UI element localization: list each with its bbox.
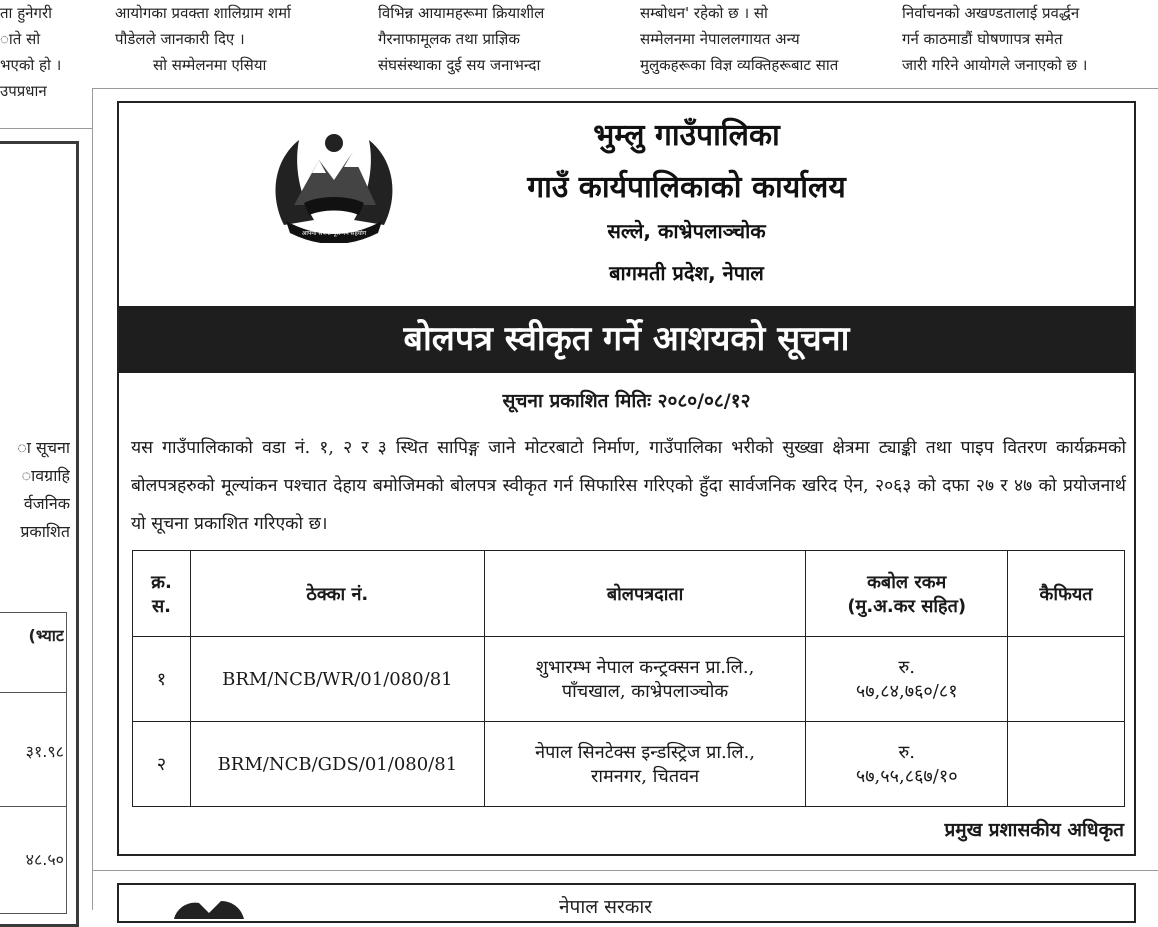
news-line: सम्बोधन' रहेको छ । सो (640, 4, 768, 22)
cell-remarks (1008, 637, 1125, 722)
office-subtitle: गाउँ कार्यपालिकाको कार्यालय (527, 170, 846, 205)
table-row (133, 722, 1125, 807)
left-table-value: ४८.५० (25, 850, 64, 869)
signatory-title: प्रमुख प्रशासकीय अधिकृत (944, 819, 1124, 841)
left-fragment: र्वजनिक (23, 494, 70, 513)
header-amount-line: (मु.अ.कर सहित) (847, 595, 967, 617)
column-divider (92, 88, 93, 910)
header-contract: ठेक्का नं. (190, 551, 484, 637)
header-bidder: बोलपत्रदाता (484, 551, 806, 637)
notice-title: बोलपत्र स्वीकृत गर्ने आशयको सूचना (119, 306, 1134, 373)
cell-remarks (1008, 722, 1125, 807)
cell-sn: १ (133, 637, 191, 722)
news-column-2 (115, 0, 355, 78)
header-amount (806, 551, 1008, 637)
left-notice-text (0, 434, 70, 546)
bidder-name: नेपाल सिनटेक्स इन्डस्ट्रिज प्रा.लि., (535, 742, 756, 763)
cell-amount (806, 722, 1008, 807)
amount-value: ५७,५५,८६७/१० (855, 766, 958, 787)
news-line: मुलुकहरूका विज्ञ व्यक्तिहरूबाट सात (640, 56, 839, 74)
office-name: भुम्लु गाउँपालिका (593, 118, 780, 153)
header-sn-line: क्र. (151, 571, 172, 593)
news-column-1 (0, 0, 92, 104)
notice-body: यस गाउँपालिकाको वडा नं. १, २ र ३ स्थित सापिङ्ग जाने मोटरबाटो निर्माण, गाउँपालिका भरीको सुख्खा क्षेत्रमा ट्याङ्की तथा पाइप वितरण कार्यक्रमको बोलपत्रहरुको मूल्यांकन पश्चात देहाय बमोजिमको बोलपत्र स्वीकृत गर्न सिफारिस गरिएको हुँदा सार्वजनिक खरिद ऐन, २०६३ को दफा २७ र ४७ को प्रयोजनार्थ यो सूचना प्रकाशित गरिएको छ। (131, 438, 1126, 534)
header-remarks: कैफियत (1008, 551, 1125, 637)
office-province: बागमती प्रदेश, नेपाल (609, 261, 764, 285)
bidder-address: पाँचखाल, काभ्रेपलाञ्चोक (561, 681, 729, 702)
news-line: सो सम्मेलनमा एसिया (153, 56, 267, 74)
tender-notice (117, 101, 1136, 856)
news-line: विभिन्न आयामहरूमा क्रियाशील (378, 4, 545, 22)
left-fragment: प्रकाशित (20, 522, 70, 541)
header-sn-line: स. (151, 595, 171, 617)
header-amount-line: कबोल रकम (867, 571, 947, 593)
left-table-header: (भ्याट (28, 626, 64, 645)
nepal-emblem-icon (169, 899, 249, 919)
cell-bidder (484, 637, 806, 722)
column-rule (0, 128, 92, 129)
news-line: उपप्रधान (0, 82, 47, 100)
amount-value: ५७,८४,७६०/८१ (855, 681, 958, 702)
cell-amount (806, 637, 1008, 722)
cell-bidder (484, 722, 806, 807)
left-table-rule (0, 692, 66, 693)
bidder-address: रामनगर, चितवन (591, 766, 700, 787)
cell-contract: BRM/NCB/GDS/01/080/81 (190, 722, 484, 807)
bidder-name: शुभारम्भ नेपाल कन्ट्रक्सन प्रा.लि., (535, 657, 755, 678)
news-line: ाते सो (0, 30, 41, 48)
news-line: आयोगका प्रवक्ता शालिग्राम शर्मा (115, 4, 291, 22)
news-line: जारी गरिने आयोगले जनाएको छ । (902, 56, 1088, 74)
office-location: सल्ले, काभ्रेपलाञ्चोक (607, 219, 766, 243)
news-column-3 (378, 0, 620, 78)
news-line: सम्मेलनमा नेपाललगायत अन्य (640, 30, 800, 48)
next-notice-title: नेपाल सरकार (559, 896, 653, 918)
published-date: सूचना प्रकाशित मितिः २०८०/०८/१२ (502, 390, 751, 412)
news-line: पौडेलले जानकारी दिए । (115, 30, 245, 48)
amount-currency: रु. (898, 742, 915, 763)
news-line: संघसंस्थाका दुई सय जनाभन्दा (378, 56, 541, 74)
left-table-rule (0, 806, 66, 807)
news-column-4 (640, 0, 885, 78)
header-sn (133, 551, 191, 637)
table-header-row (133, 551, 1125, 637)
emblem-motto: आफ्नो सपना पूरा गर्न सहयोग (301, 230, 367, 237)
cell-contract: BRM/NCB/WR/01/080/81 (190, 637, 484, 722)
left-fragment: ा सूचना (17, 438, 70, 457)
news-line: गर्न काठमाडौं घोषणापत्र समेत (902, 30, 1063, 48)
left-table-value: ३१.९८ (25, 742, 64, 761)
news-line: निर्वाचनको अखण्डतालाई प्रवर्द्धन (902, 4, 1080, 22)
news-line: गैरनाफामूलक तथा प्राज्ञिक (378, 30, 520, 48)
column-rule (92, 870, 1158, 871)
cell-sn: २ (133, 722, 191, 807)
news-line: ता हुनेगरी (0, 4, 52, 22)
amount-currency: रु. (898, 657, 915, 678)
news-column-5 (902, 0, 1158, 78)
column-rule (92, 88, 1158, 89)
table-row (133, 637, 1125, 722)
news-line: भएको हो । (0, 56, 62, 74)
next-notice (117, 883, 1136, 923)
award-table (132, 550, 1125, 807)
left-fragment: ावग्राहि (21, 466, 70, 485)
